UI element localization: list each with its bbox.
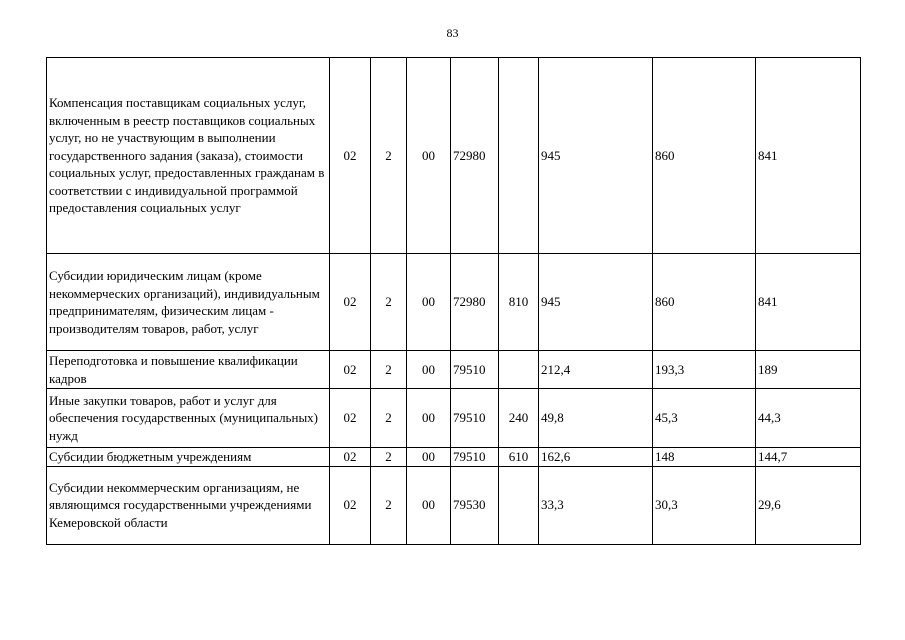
section-code: 02 (330, 351, 371, 389)
amount-year-3: 29,6 (756, 466, 861, 544)
amount-year-1: 33,3 (539, 466, 653, 544)
section-code: 02 (330, 466, 371, 544)
expense-type-code (499, 351, 539, 389)
amount-year-1: 212,4 (539, 351, 653, 389)
amount-year-2: 148 (653, 448, 756, 467)
section-code: 02 (330, 58, 371, 254)
table-row (47, 254, 861, 351)
amount-year-3: 144,7 (756, 448, 861, 467)
amount-year-3: 189 (756, 351, 861, 389)
amount-year-2: 860 (653, 58, 756, 254)
target-code: 72980 (451, 254, 499, 351)
amount-year-2: 30,3 (653, 466, 756, 544)
row-description: Субсидии бюджетным учреждениям (47, 448, 330, 467)
amount-year-3: 841 (756, 254, 861, 351)
program-code: 00 (407, 389, 451, 448)
subsection-code: 2 (371, 448, 407, 467)
program-code: 00 (407, 448, 451, 467)
row-description: Переподготовка и повышение квалификации кадров (47, 351, 330, 389)
target-code: 72980 (451, 58, 499, 254)
budget-table (46, 57, 861, 545)
program-code: 00 (407, 254, 451, 351)
expense-type-code: 810 (499, 254, 539, 351)
amount-year-2: 45,3 (653, 389, 756, 448)
subsection-code: 2 (371, 254, 407, 351)
table-row (47, 389, 861, 448)
amount-year-1: 162,6 (539, 448, 653, 467)
expense-type-code: 240 (499, 389, 539, 448)
subsection-code: 2 (371, 58, 407, 254)
target-code: 79510 (451, 448, 499, 467)
section-code: 02 (330, 389, 371, 448)
program-code: 00 (407, 58, 451, 254)
amount-year-2: 193,3 (653, 351, 756, 389)
expense-type-code: 610 (499, 448, 539, 467)
amount-year-3: 841 (756, 58, 861, 254)
subsection-code: 2 (371, 389, 407, 448)
table-row (47, 448, 861, 467)
table-row (47, 466, 861, 544)
row-description: Иные закупки товаров, работ и услуг для обеспечения государственных (муниципальных) нужд (47, 389, 330, 448)
target-code: 79530 (451, 466, 499, 544)
target-code: 79510 (451, 351, 499, 389)
amount-year-1: 945 (539, 254, 653, 351)
table-row (47, 58, 861, 254)
amount-year-2: 860 (653, 254, 756, 351)
subsection-code: 2 (371, 351, 407, 389)
page-number: 83 (446, 26, 459, 40)
amount-year-3: 44,3 (756, 389, 861, 448)
table-row (47, 351, 861, 389)
row-description: Компенсация поставщикам социальных услуг, включенным в реестр поставщиков социальных услуг, но не участвующим в выполнении государственного задания (заказа), стоимости социальных услуг, предоставленных гражданам в соответствии с индивидуальной программой предоставления социальных услуг (47, 58, 330, 254)
subsection-code: 2 (371, 466, 407, 544)
row-description: Субсидии юридическим лицам (кроме некоммерческих организаций), индивидуальным предпринимателям, физическим лицам - производителям товаров, работ, услуг (47, 254, 330, 351)
section-code: 02 (330, 448, 371, 467)
program-code: 00 (407, 466, 451, 544)
expense-type-code (499, 58, 539, 254)
section-code: 02 (330, 254, 371, 351)
amount-year-1: 945 (539, 58, 653, 254)
row-description: Субсидии некоммерческим организациям, не являющимся государственными учреждениями Кемеровской области (47, 466, 330, 544)
target-code: 79510 (451, 389, 499, 448)
program-code: 00 (407, 351, 451, 389)
expense-type-code (499, 466, 539, 544)
amount-year-1: 49,8 (539, 389, 653, 448)
